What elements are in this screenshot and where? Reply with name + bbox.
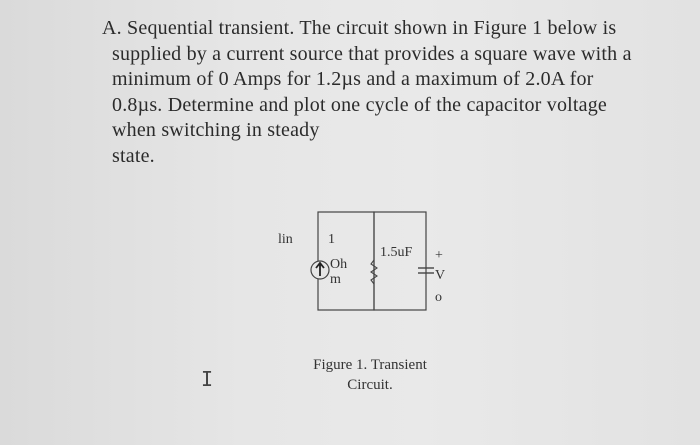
resistor-label: m bbox=[330, 272, 341, 287]
caption-line: Figure 1. Transient bbox=[313, 357, 427, 373]
problem-line: when switching in steady bbox=[112, 119, 320, 141]
circuit-figure bbox=[270, 210, 470, 330]
resistor-label: 1 bbox=[328, 232, 335, 247]
voltage-minus-label: o bbox=[435, 290, 442, 305]
figure-caption bbox=[290, 355, 450, 395]
problem-line: 0.8µs. Determine and plot one cycle of the capacitor voltage bbox=[112, 93, 608, 116]
text-cursor-icon: I bbox=[201, 367, 214, 391]
problem-line: minimum of 0 Amps for 1.2µs and a maximum of 2.0A for bbox=[112, 68, 594, 90]
capacitor-label: 1.5uF bbox=[380, 245, 413, 260]
problem-line: A. Sequential transient. The circuit shown in Figure 1 below is bbox=[102, 17, 617, 39]
right-loop-wire bbox=[374, 212, 426, 310]
problem-line: state. bbox=[112, 144, 155, 167]
caption-line: Circuit. bbox=[347, 377, 393, 393]
problem-text bbox=[102, 16, 662, 169]
problem-line: supplied by a current source that provides a square wave with a bbox=[112, 42, 632, 65]
source-label: lin bbox=[278, 232, 293, 247]
voltage-label: V bbox=[435, 268, 446, 283]
voltage-plus-label: + bbox=[435, 248, 443, 263]
resistor-label: Oh bbox=[330, 257, 348, 272]
